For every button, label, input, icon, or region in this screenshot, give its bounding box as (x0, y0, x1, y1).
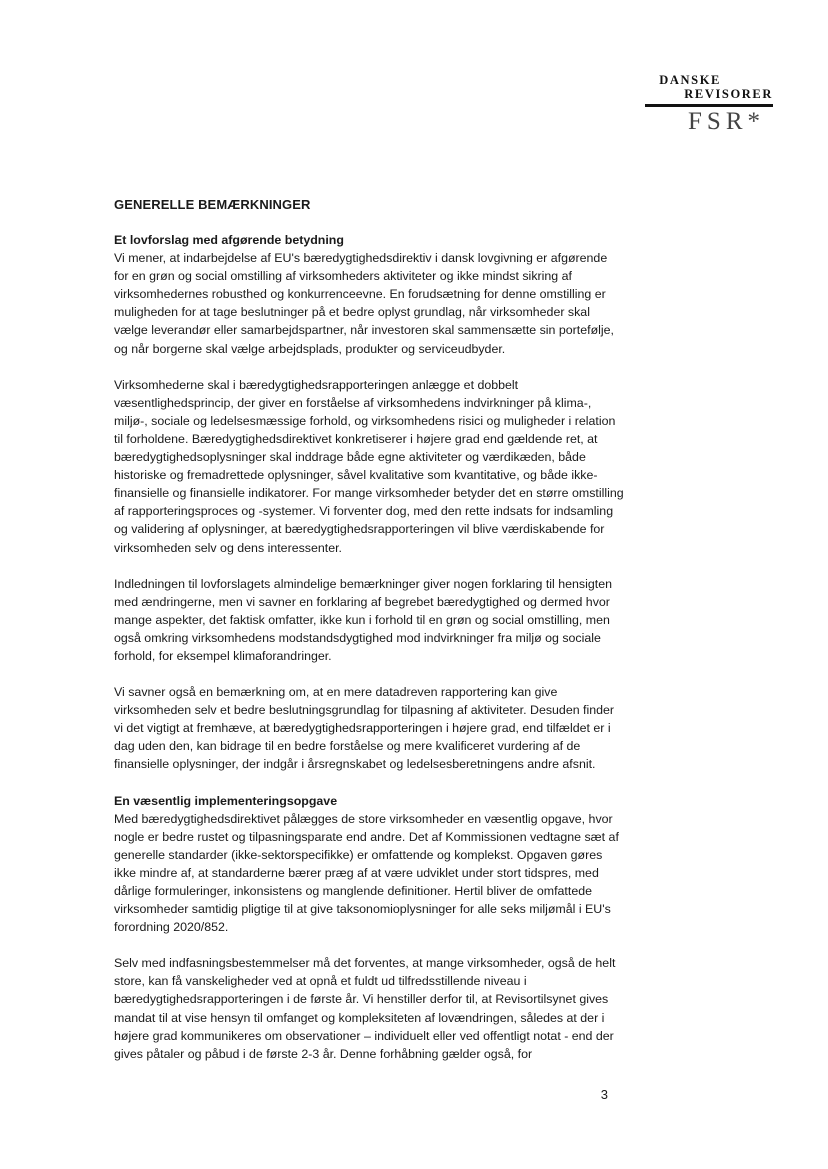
paragraph: Med bæredygtighedsdirektivet pålægges de store virksomheder en væsentlig opgave, hvor nogle er bedre rustet og tilpasningsparate end andre. Det af Kommissionen vedtagne sæt af generelle standarder (ikke-sektorspecifikke) er omfattende og komplekst. Opgaven gøres ikke mindre af, at standarderne bærer præg af at være udviklet under stort tidspres, med dårlige formuleringer, inkonsistens og manglende definitioner. Hertil bliver de omfattede virksomheder samtidig pligtige til at give taksonomioplysninger for alle seks miljømål i EU's forordning 2020/852. (114, 811, 619, 935)
paragraph: Virksomhederne skal i bæredygtighedsrapporteringen anlægge et dobbelt væsentlighedsprincip, der giver en forståelse af virksomhedens indvirkninger på klima-, miljø-, sociale og ledelsesmæssige forhold, og virksomhedens risici og muligheder i relation til forholdene. Bæredygtighedsdirektivet konkretiserer i højere grad end gældende ret, at bæredygtighedsoplysninger skal inddrage både egne aktiviteter og værdikæden, både historiske og fremadrettede oplysninger, såvel kvalitative som kvantitative, og både ikke-finansielle og finansielle indikatorer. For mange virksomheder betyder det en større omstilling af rapporteringsproces og -systemer. Vi forventer dog, med den rette indsats for indsamling og validering af oplysninger, at bæredygtighedsrapporteringen vil blive værdiskabende for virksomheden selv og dens interessenter. (114, 377, 624, 555)
document-body (114, 196, 624, 1081)
document-blocks (114, 231, 624, 1063)
logo-line-1: DANSKE (659, 73, 721, 87)
paragraph: Vi savner også en bemærkning om, at en mere datadreven rapportering kan give virksomheden selv et bedre beslutningsgrundlag for tilpasning af aktiviteter. Desuden finder vi det vigtigt at fremhæve, at bæredygtighedsrapporteringen i højere grad, end tilfældet er i dag uden den, kan bidrage til en bedre forståelse og mere kvalificeret vurdering af de finansielle oplysninger, der indgår i årsregnskabet og ledelsesberetningens andre afsnit. (114, 685, 615, 772)
subheading: En væsentlig implementeringsopgave (114, 793, 338, 808)
logo-mark: FSR* (688, 108, 765, 135)
subheading: Et lovforslag med afgørende betydning (114, 233, 344, 247)
page-number: 3 (600, 1087, 608, 1102)
logo-line-2: REVISORER (684, 87, 773, 101)
logo-rule (645, 104, 773, 107)
section-title: GENERELLE BEMÆRKNINGER (114, 197, 311, 212)
paragraph: Indledningen til lovforslagets almindelige bemærkninger giver nogen forklaring til hensigten med ændringerne, men vi savner en forklaring af begrebet bæredygtighed og dermed hvor mange aspekter, det faktisk omfatter, ikke kun i forhold til en grøn og social omstilling, men også omkring virksomhedens modstandsdygtighed mod indvirkninger fra miljø og sociale forhold, for eksempel klimaforandringer. (114, 576, 612, 663)
paragraph: Vi mener, at indarbejdelse af EU's bæredygtighedsdirektiv i dansk lovgivning er afgørende for en grøn og social omstilling af virksomheders aktiviteter og ikke mindst sikring af virksomhedernes robusthed og konkurrenceevne. En forudsætning for denne omstilling er muligheden for at tage beslutninger på et bedre oplyst grundlag, når virksomheder skal vælge leverandør eller samarbejdspartner, når investoren skal sammensætte sin portefølje, og når borgerne skal vælge arbejdsplads, produkter og serviceudbyder. (114, 251, 614, 356)
paragraph: Selv med indfasningsbestemmelser må det forventes, at mange virksomheder, også de helt store, kan få vanskeligheder ved at opnå et fuldt ud tilfredsstillende niveau i bæredygtighedsrapporteringen i de første år. Vi henstiller derfor til, at Revisortilsynet gives mandat til at vise hensyn til omfanget og kompleksiteten af lovændringen, således at der i højere grad kommunikeres om observationer – individuelt eller ved offentligt notat - end der gives påtaler og påbud i de første 2-3 år. Denne forhåbning gælder også, for (114, 956, 616, 1061)
danske-revisorer-logo (643, 73, 773, 135)
